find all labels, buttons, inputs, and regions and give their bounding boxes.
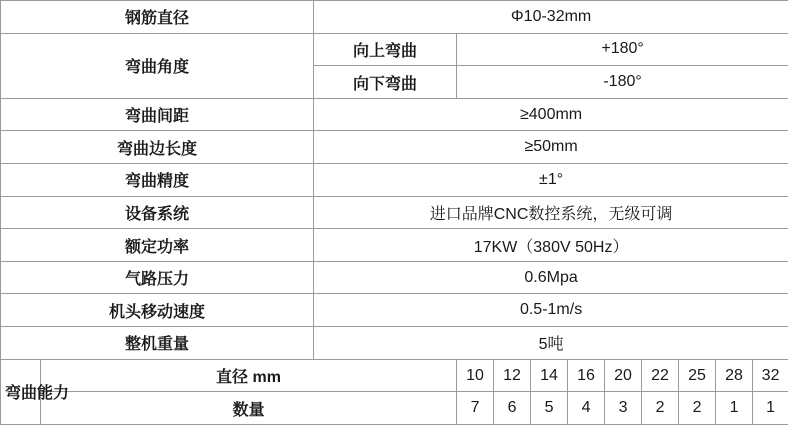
capacity-quantity-header: 数量	[41, 392, 457, 425]
table-row	[1, 294, 788, 327]
table-row	[1, 229, 788, 262]
row-value: 0.6Mpa	[314, 261, 788, 294]
capacity-diameter-value: 20	[605, 359, 642, 392]
row-sub-label: 向下弯曲	[314, 66, 457, 99]
table-row	[1, 1, 788, 34]
row-value: 0.5-1m/s	[314, 294, 788, 327]
capacity-quantity-value: 3	[605, 392, 642, 425]
capacity-row-quantity	[1, 392, 788, 425]
capacity-diameter-value: 16	[568, 359, 605, 392]
row-label: 弯曲角度	[1, 33, 314, 98]
table-row	[1, 33, 788, 66]
table-row	[1, 98, 788, 131]
capacity-quantity-value: 1	[753, 392, 788, 425]
capacity-quantity-value: 1	[716, 392, 753, 425]
row-label: 额定功率	[1, 229, 314, 262]
row-label: 弯曲间距	[1, 98, 314, 131]
row-label: 机头移动速度	[1, 294, 314, 327]
capacity-diameter-header: 直径 mm	[41, 359, 457, 392]
capacity-quantity-value: 5	[531, 392, 568, 425]
row-label: 设备系统	[1, 196, 314, 229]
row-label: 整机重量	[1, 327, 314, 360]
capacity-quantity-value: 7	[457, 392, 494, 425]
row-value: ≥50mm	[314, 131, 788, 164]
capacity-diameter-value: 10	[457, 359, 494, 392]
row-value: ±1°	[314, 164, 788, 197]
row-sub-label: 向上弯曲	[314, 33, 457, 66]
row-value: -180°	[457, 66, 788, 99]
row-label: 弯曲精度	[1, 164, 314, 197]
row-label: 弯曲边长度	[1, 131, 314, 164]
capacity-quantity-value: 6	[494, 392, 531, 425]
row-value: Φ10-32mm	[314, 1, 788, 34]
capacity-diameter-value: 28	[716, 359, 753, 392]
capacity-quantity-value: 4	[568, 392, 605, 425]
table-row	[1, 327, 788, 360]
capacity-diameter-value: 14	[531, 359, 568, 392]
capacity-quantity-value: 2	[679, 392, 716, 425]
capacity-row-diameter	[1, 359, 788, 392]
table-row	[1, 131, 788, 164]
capacity-diameter-value: 12	[494, 359, 531, 392]
row-value: +180°	[457, 33, 788, 66]
row-value: 进口品牌CNC数控系统，无级可调	[314, 196, 788, 229]
capacity-diameter-value: 25	[679, 359, 716, 392]
capacity-quantity-value: 2	[642, 392, 679, 425]
row-label: 钢筋直径	[1, 1, 314, 34]
row-label: 气路压力	[1, 261, 314, 294]
table-row	[1, 196, 788, 229]
capacity-label: 弯曲能力	[1, 359, 41, 424]
capacity-diameter-value: 22	[642, 359, 679, 392]
row-value: 5吨	[314, 327, 788, 360]
row-value: 17KW（380V 50Hz）	[314, 229, 788, 262]
row-value: ≥400mm	[314, 98, 788, 131]
table-row	[1, 261, 788, 294]
table-row	[1, 164, 788, 197]
capacity-diameter-value: 32	[753, 359, 788, 392]
